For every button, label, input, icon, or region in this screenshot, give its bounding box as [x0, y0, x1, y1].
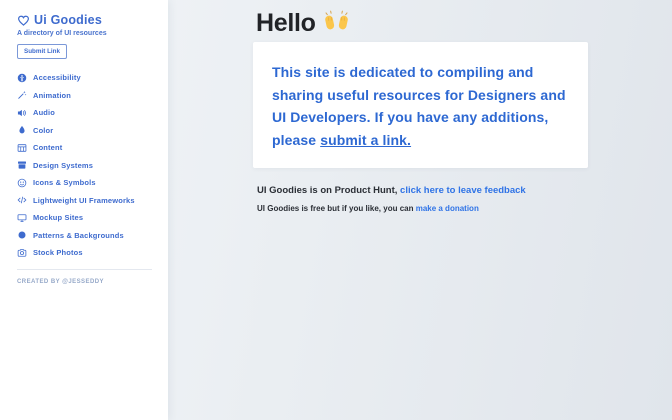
- intro-text: [272, 61, 569, 151]
- speaker-icon: [17, 108, 27, 118]
- sidebar-item-icons-symbols[interactable]: [17, 174, 152, 192]
- sidebar-item-label: Design Systems: [33, 160, 94, 170]
- product-hunt-line: [257, 185, 672, 196]
- table-icon: [17, 143, 27, 153]
- sidebar-item-lightweight-ui-frameworks[interactable]: [17, 192, 152, 210]
- main-content: [168, 0, 672, 420]
- page-title: [256, 10, 672, 37]
- sidebar-item-label: Content: [33, 143, 63, 153]
- donation-text: UI Goodies is free but if you like, you can: [257, 204, 416, 213]
- site-tagline: A directory of UI resources: [17, 30, 107, 37]
- filled-circle-icon: [17, 230, 27, 240]
- sidebar-item-content[interactable]: [17, 139, 152, 157]
- sidebar-item-label: Patterns & Backgrounds: [33, 230, 124, 240]
- sidebar-item-design-systems[interactable]: [17, 157, 152, 175]
- sidebar-item-audio[interactable]: [17, 104, 152, 122]
- sidebar-item-label: Lightweight UI Frameworks: [33, 195, 135, 205]
- accessibility-icon: [17, 73, 27, 83]
- sidebar-item-label: Accessibility: [33, 73, 81, 83]
- monitor-icon: [17, 213, 27, 223]
- sidebar-item-color[interactable]: [17, 122, 152, 140]
- intro-text-body: This site is dedicated to compiling and sharing useful resources for Designers and UI Developers. If you have any additions, please: [272, 64, 566, 148]
- droplet-icon: [17, 125, 27, 135]
- hello-text: Hello: [256, 9, 316, 37]
- sidebar-nav: [17, 69, 152, 262]
- make-a-donation-link[interactable]: make a donation: [415, 204, 479, 213]
- heart-icon: [17, 14, 30, 27]
- sidebar-item-animation[interactable]: [17, 87, 152, 105]
- submit-a-link-link[interactable]: submit a link.: [320, 131, 412, 148]
- camera-icon: [17, 248, 27, 258]
- sidebar-item-label: Icons & Symbols: [33, 178, 96, 188]
- sidebar-item-label: Animation: [33, 90, 72, 100]
- sidebar-item-mockup-sites[interactable]: [17, 209, 152, 227]
- code-icon: [17, 195, 27, 205]
- raising-hands-emoji: [323, 8, 350, 35]
- site-title: Ui Goodies: [34, 13, 102, 27]
- intro-card: [253, 42, 588, 168]
- archive-icon: [17, 160, 27, 170]
- sidebar-item-patterns-backgrounds[interactable]: [17, 227, 152, 245]
- sidebar: [0, 0, 168, 420]
- sidebar-item-label: Audio: [33, 108, 55, 118]
- product-hunt-text: UI Goodies is on Product Hunt,: [257, 185, 401, 196]
- sidebar-item-accessibility[interactable]: [17, 69, 152, 87]
- smiley-icon: [17, 178, 27, 188]
- sidebar-item-label: Color: [33, 125, 54, 135]
- sidebar-divider: [17, 269, 152, 270]
- sidebar-item-label: Mockup Sites: [33, 213, 84, 223]
- sidebar-item-label: Stock Photos: [33, 248, 83, 258]
- donation-line: [257, 204, 672, 213]
- magic-wand-icon: [17, 90, 27, 100]
- created-by-credit[interactable]: CREATED BY @JESSEDDY: [17, 278, 104, 285]
- product-hunt-feedback-link[interactable]: click here to leave feedback: [400, 185, 526, 196]
- sidebar-item-stock-photos[interactable]: [17, 244, 152, 262]
- logo[interactable]: [17, 13, 152, 27]
- submit-link-button[interactable]: Submit Link: [17, 44, 67, 59]
